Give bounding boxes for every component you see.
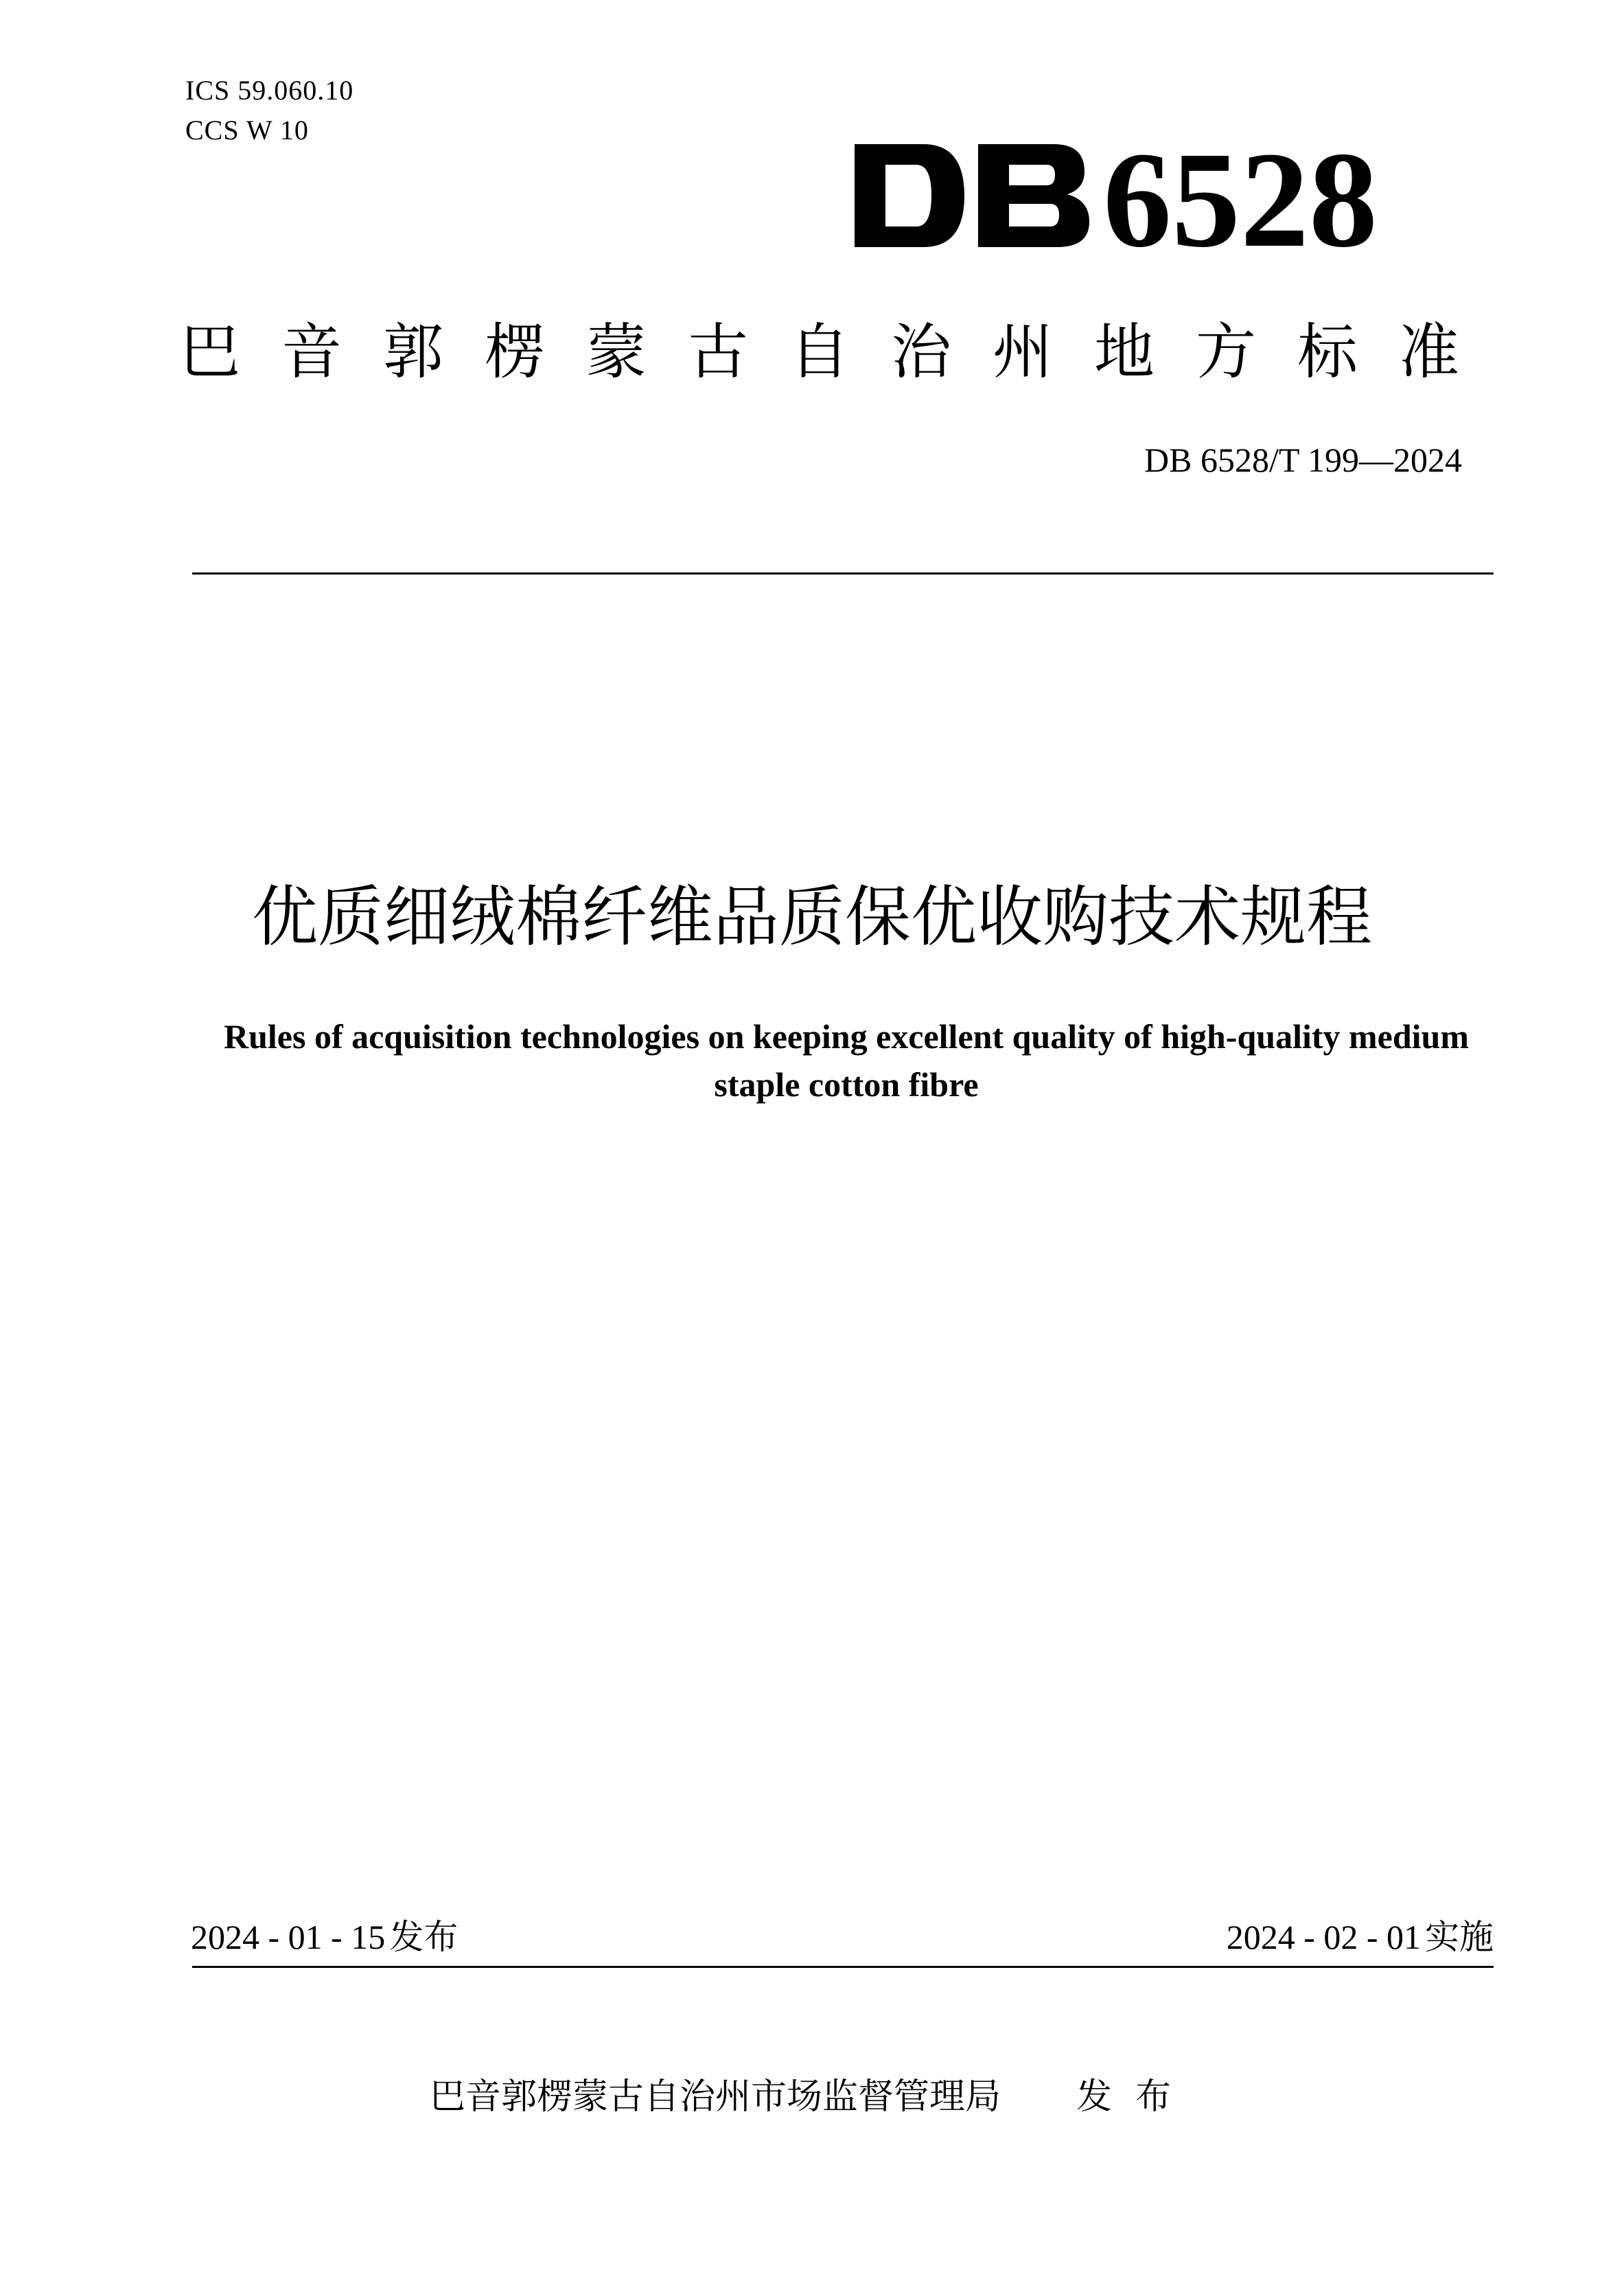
standard-number: DB 6528/T 199—2024 — [1144, 441, 1462, 479]
issuer-line — [0, 2073, 1624, 2121]
issuer-action: 发布 — [1076, 2076, 1195, 2118]
db-logo-number: 6528 — [1103, 134, 1378, 257]
ccs-code: CCS W 10 — [185, 115, 309, 146]
title-chinese: 优质细绒棉纤维品质保优收购技术规程 — [252, 879, 1372, 955]
bottom-divider — [192, 1966, 1494, 1968]
issue-label: 发布 — [389, 1917, 459, 1957]
standard-kind: 巴音郭楞蒙古自治州地方标准 — [180, 316, 1501, 387]
top-divider — [192, 572, 1494, 575]
ics-code: ICS 59.060.10 — [185, 75, 354, 106]
implement-date: 2024 - 02 - 01 — [1226, 1918, 1421, 1956]
implement-date-line — [1227, 1915, 1494, 1959]
issue-date-line — [191, 1915, 458, 1959]
issue-date: 2024 - 01 - 15 — [191, 1918, 386, 1956]
db-6528-logo — [848, 134, 1397, 257]
title-english: Rules of acquisition technologies on keeping excellent quality of high-quality medium staple cotton fibre — [223, 1017, 1469, 1104]
implement-label: 实施 — [1425, 1917, 1494, 1957]
issuer-name: 巴音郭楞蒙古自治州市场监督管理局 — [429, 2076, 1001, 2118]
